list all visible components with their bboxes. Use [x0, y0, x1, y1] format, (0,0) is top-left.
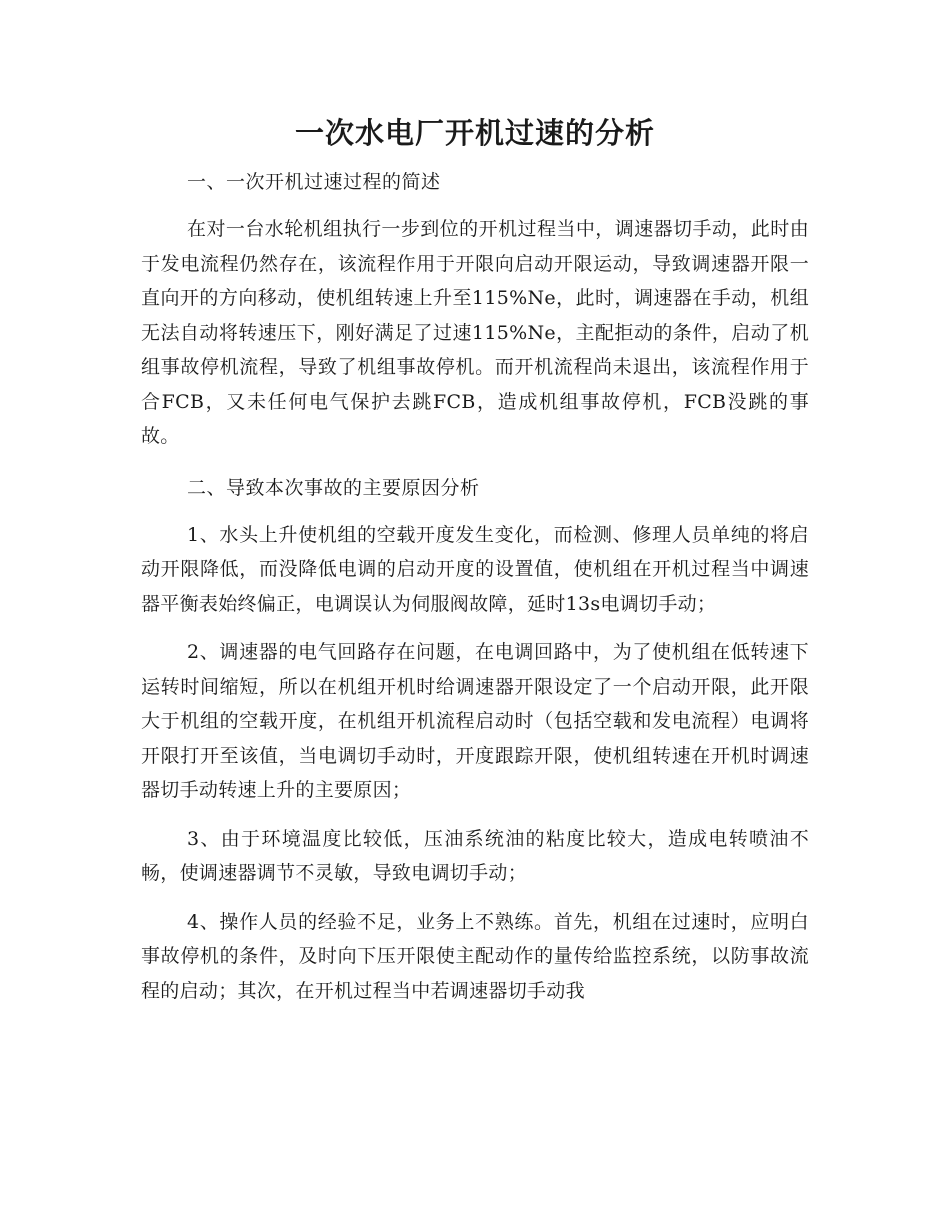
section-2-heading: 二、导致本次事故的主要原因分析 — [187, 476, 480, 499]
cause-item-3: 3、由于环境温度比较低，压油系统油的粘度比较大，造成电转喷油不畅，使调速器调节不灵敏，导致电调切手动； — [141, 827, 809, 884]
cause-item-2: 2、调速器的电气回路存在问题，在电调回路中，为了使机组在低转速下运转时间缩短，所以在机组开机时给调速器开限设定了一个启动开限，此开限大于机组的空载开度，在机组开机流程启动时（包括空载和发电流程）电调将开限打开至该值，当电调切手动时，开度跟踪开限，使机组转速在开机时调速器切手动转速上升的主要原因； — [141, 641, 809, 801]
section-1-heading: 一、一次开机过速过程的简述 — [187, 171, 441, 193]
cause-item-4: 4、操作人员的经验不足，业务上不熟练。首先，机组在过速时，应明白事故停机的条件，及时向下压开限使主配动作的量传给监控系统，以防事故流程的启动；其次，在开机过程当中若调速器切手动我 — [141, 910, 809, 1002]
document-title: 一次水电厂开机过速的分析 — [294, 116, 655, 150]
document-page — [141, 110, 809, 1008]
section-1-paragraph: 在对一台水轮机组执行一步到位的开机过程当中，调速器切手动，此时由于发电流程仍然存在，该流程作用于开限向启动开限运动，导致调速器开限一直向开的方向移动，使机组转速上升至115%Ne，此时，调速器在手动，机组无法自动将转速压下，刚好满足了过速115%Ne，主配拒动的条件，启动了机组事故停机流程，导致了机组事故停机。而开机流程尚未退出，该流程作用于合FCB，又未任何电气保护去跳FCB，造成机组事故停机，FCB没跳的事故。 — [141, 218, 809, 447]
cause-item-1: 1、水头上升使机组的空载开度发生变化，而检测、修理人员单纯的将启动开限降低，而没降低电调的启动开度的设置值，使机组在开机过程当中调速器平衡表始终偏正，电调误认为伺服阀故障，延时13s电调切手动； — [141, 523, 809, 615]
